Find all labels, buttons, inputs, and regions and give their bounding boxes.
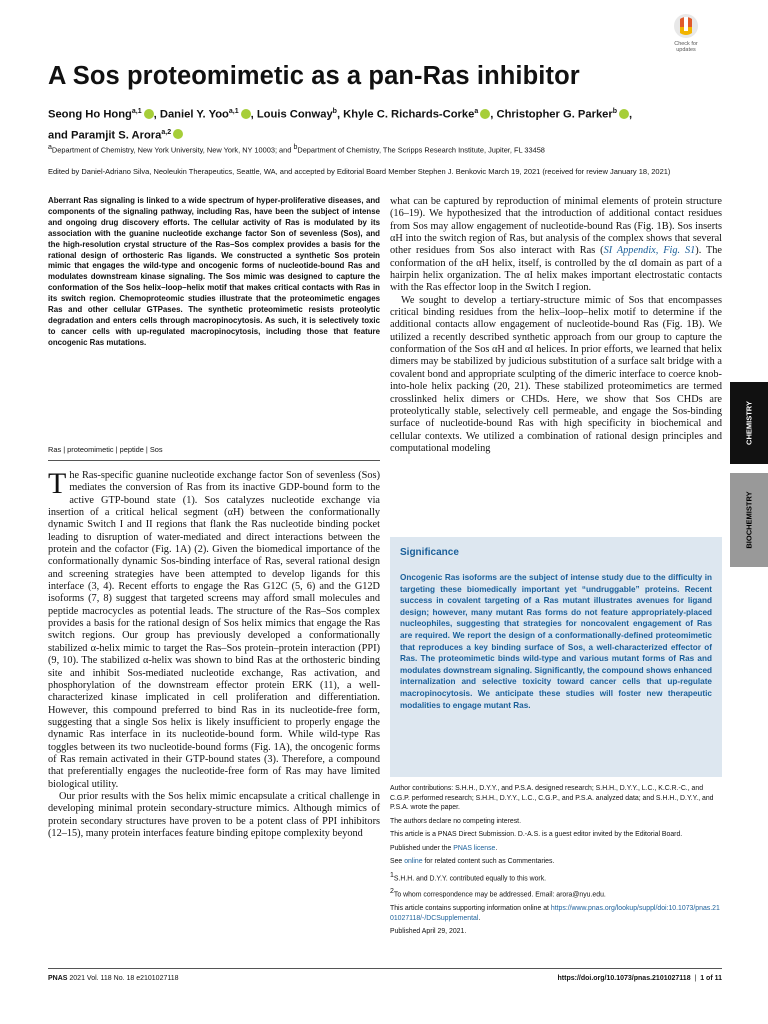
keywords: Ras | proteomimetic | peptide | Sos <box>48 445 163 454</box>
significance-text: Oncogenic Ras isoforms are the subject of intense study due to the difficulty in targeting these biomedically important yet “undruggable” proteins. Recent success in covalent targeting of a Ras mutant illustrates avenues for ligand design; however, many mutant Ras forms do not feature appropriately-placed nucleophiles, suggesting that strategies for noncovalent engagement of Ras are required. We report the design of a conformationally-defined proteomimetic that reproduces a key binding surface of Sos, a well-characterized effector of Ras. The proteomimetic binds wild-type and various mutant forms of Ras and modulates downstream signaling. Significantly, the compound shows enhanced internalization and selective toxicity toward cancer cells that up-regulate macropinocytosis. We anticipate these studies will foster new therapeutic modalities to engage mutant Ras. <box>400 573 712 710</box>
significance-heading: Significance <box>400 547 459 558</box>
author-contributions: Author contributions: S.H.H., D.Y.Y., and P.S.A. designed research; S.H.H., D.Y.Y., L.C., K.C.R.-C., and C.G.P. performed research; S.H.H., D.Y.Y., L.C., C.G.P., and P.S.A. analyzed data; and S.H.H., D.Y.Y., and P.S.A. wrote the paper. <box>390 785 714 811</box>
author-name[interactable]: Khyle C. Richards-Corke <box>343 108 475 121</box>
supplemental-link[interactable]: https://www.pnas.org/lookup/suppl/doi:10.1073/pnas.2101027118/-/DCSupplemental <box>390 905 720 922</box>
page-number: 1 of 11 <box>700 975 722 982</box>
orcid-icon[interactable] <box>619 109 629 119</box>
check-for-updates-badge[interactable] <box>666 13 706 55</box>
orcid-icon[interactable] <box>173 129 183 139</box>
license-note: Published under the PNAS license. <box>390 844 498 852</box>
online-link[interactable]: online <box>404 858 423 865</box>
doi-link[interactable]: https://doi.org/10.1073/pnas.2101027118 <box>557 975 691 982</box>
badge-line2: updates <box>676 47 696 53</box>
published-date: Published April 29, 2021. <box>390 928 467 936</box>
si-appendix-link[interactable]: SI Appendix, Fig. S1 <box>603 245 696 257</box>
abstract: Aberrant Ras signaling is linked to a wide spectrum of hyper-proliferative diseases, and components of the signaling pathway, including Ras, have been the subject of intense and ongoing drug discovery efforts. The cellular activity of Ras is modulated by its association with the guanine nucleotide exchange factor Son of sevenless (Sos), and the high-resolution crystal structure of the Ras–Sos complex provides a basis for the rational design of orthosteric Ras ligands. We constructed a synthetic Sos protein mimic that engages the wild-type and oncogenic forms of nucleotide-bound Ras and modulates downstream kinase signaling. The Sos mimic was designed to capture the conformation of the Sos helix–loop–helix motif that makes critical contacts with Ras in its switch region. Chemoproteomic studies illustrate that the proteomimetic engages Ras and other cellular GTPases. The synthetic proteomimetic resists proteolytic degradation and enters cells through macropinocytosis. As such, it is selectively toxic to cancer cells with up-regulated macropinocytosis, including those that feature oncogenic Ras mutations. <box>48 196 380 347</box>
significance-box <box>390 537 722 777</box>
article-notes <box>390 784 722 941</box>
body-text-right-column: what can be captured by reproduction of minimal elements of protein structure (16–19). We hypothesized that the introduction of additional contact residues from Sos may allow engagement of nucleotide-bound Ras (Fig. 1B). Sos inserts αH into the switch region of Ras, but analysis of the complex shows that several other residues from Sos also interact with Ras (SI Appendix, Fig. S1). The conformation of the αH helix, itself, is controlled by the αI domain as part of a hairpin helix organization. The αI helix makes important electrostatic contacts with the Ras effector loop in the Switch I region. We sought to develop a tertiary-structure mimic of Sos that encompasses critical binding residues from the helix–loop–helix motif to determine if the additional contacts allow engagement of nucleotide-bound Ras (Fig. 1B). We utilized a recently described synthetic approach from our group to capture the conformation of the Sos αH and αI helices. In prior efforts, we learned that helix dimers may be stabilized by judicious substitution of a surface salt bridge with a covalent bond and appropriate sculpting of the dimeric interface to coerce knob-into-hole helix packing (20, 21). These stabilized proteomimetics are termed crosslinked helix dimers or CHDs. Here, we show that Sos CHDs are proteolytically stable, selectively cell permeable, and engage the Sos-binding surface of nucleotide-bound Ras with high specificity in biochemical and cellular contexts. We utilized a combination of rational design principles and computational modeling <box>390 196 722 454</box>
orcid-icon[interactable] <box>480 109 490 119</box>
author-name[interactable]: Louis Conway <box>256 108 333 121</box>
author-name[interactable]: Paramjit S. Arora <box>71 129 162 142</box>
section-tab-chemistry[interactable]: CHEMISTRY <box>730 382 768 464</box>
author-list: Seong Ho Hong$^{a,1}$ , Daniel Y. Yoo$^{a,1}$ , Louis Conway$^b$, Khyle C. Richards-Corke$^a$ , Christopher G. Parker$^b$ , and Paramjit S. Arora$^{a,2}$ <box>48 108 633 142</box>
footnote-2: $^2$To whom correspondence may be addressed. Email: arora@nyu.edu. <box>390 888 606 899</box>
drop-cap: T <box>48 467 67 500</box>
author-name[interactable]: Christopher G. Parker <box>496 108 613 121</box>
badge-line1: Check for <box>674 41 698 47</box>
orcid-icon[interactable] <box>241 109 251 119</box>
edited-by: Edited by Daniel-Adriano Silva, Neoleukin Therapeutics, Seattle, WA, and accepted by Editorial Board Member Stephen J. Benkovic March 19, 2021 (received for review January 18, 2021) <box>48 167 671 176</box>
divider <box>48 460 380 461</box>
article-title: A Sos proteomimetic as a pan-Ras inhibitor <box>48 62 580 90</box>
pnas-license-link[interactable]: PNAS license <box>453 844 496 852</box>
see-online-note: See online for related content such as Commentaries. <box>390 858 555 865</box>
footer-divider <box>48 968 722 969</box>
competing-interest: The authors declare no competing interest. <box>390 817 521 825</box>
footnote-1: $^1$S.H.H. and D.Y.Y. contributed equally to this work. <box>390 871 547 882</box>
direct-submission: This article is a PNAS Direct Submission. D.-A.S. is a guest editor invited by the Editorial Board. <box>390 831 683 838</box>
author-name[interactable]: Seong Ho Hong <box>48 108 132 121</box>
orcid-icon[interactable] <box>144 109 154 119</box>
footer-right: https://doi.org/10.1073/pnas.2101027118 | 1 of 11 <box>557 975 722 982</box>
footer-citation: PNAS 2021 Vol. 118 No. 18 e2101027118 <box>48 975 179 982</box>
supplemental-note: This article contains supporting information online at https://www.pnas.org/lookup/suppl/doi:10.1073/pnas.2101027118/-/DCSupplemental. <box>390 905 720 922</box>
check-for-updates-icon <box>673 13 699 41</box>
affiliations: $^a$Department of Chemistry, New York University, New York, NY 10003; and $^b$Department of Chemistry, The Scripps Research Institute, Jupiter, FL 33458 <box>48 144 545 155</box>
body-text-left-column: The Ras-specific guanine nucleotide exchange factor Son of sevenless (Sos) mediates the conversion of Ras from its inactive GDP-bound form to the active GTP-bound state (1). Sos catalyzes nucleotide exchange via insertion of a critical helical segment (αH) between the conformationally dynamic Switch I and II regions that flank the Ras nucleotide binding pocket leading to disruption of water-mediated and direct interactions between the protein and the cofactor (Fig. 1A) (2). Given the biomedical importance of the conformationally dynamic Sos-binding interface of Ras, several rational design and screening strategies have been attempted to develop ligands for this interface (3, 4). Recent efforts to engage the Ras G12C (5, 6) and the G12D isoforms (7, 8) suggest that targeted screens may afford small molecules and peptide macrocycles as potential leads. The structure of the Ras–Sos complex provides a basis for the rational design of Sos helix mimics that engage the Ras switch regions. Our group has previously developed a conformationally stabilized α-helix mimic to target the Ras–Sos protein–protein interaction (PPI) (9, 10). The stabilized α-helix was shown to bind Ras at the orthosteric binding site and inhibit Sos-mediated nucleotide exchange, Ras activation, and phosphorylation of the downstream effector protein ERK (11), a well-characterized kinase implicated in cell proliferation and differentiation. However, this compound preferred to bind Ras in its nucleotide-free form, suggesting that a single Sos helix is likely insufficient to properly engage the dynamic Ras interface in its nucleotide-bound form. While wild-type Ras toggles between its two nucleotide-bound forms (Fig. 1A), the oncogenic forms of Ras remain activated in their GTP-bound states (3). Therefore, a compound that preferentially engages the nucleotide-free form of Ras may have limited biological utility. Our prior results with the Sos helix mimic encapsulate a critical challenge in developing minimal protein secondary-structure mimics. Although mimics of protein secondary structures have proven to be a potent class of PPI inhibitors (12–15), many protein interfaces feature binding epitope complexity beyond <box>48 467 380 839</box>
section-tab-biochemistry[interactable]: BIOCHEMISTRY <box>730 473 768 567</box>
author-name[interactable]: Daniel Y. Yoo <box>159 108 229 121</box>
